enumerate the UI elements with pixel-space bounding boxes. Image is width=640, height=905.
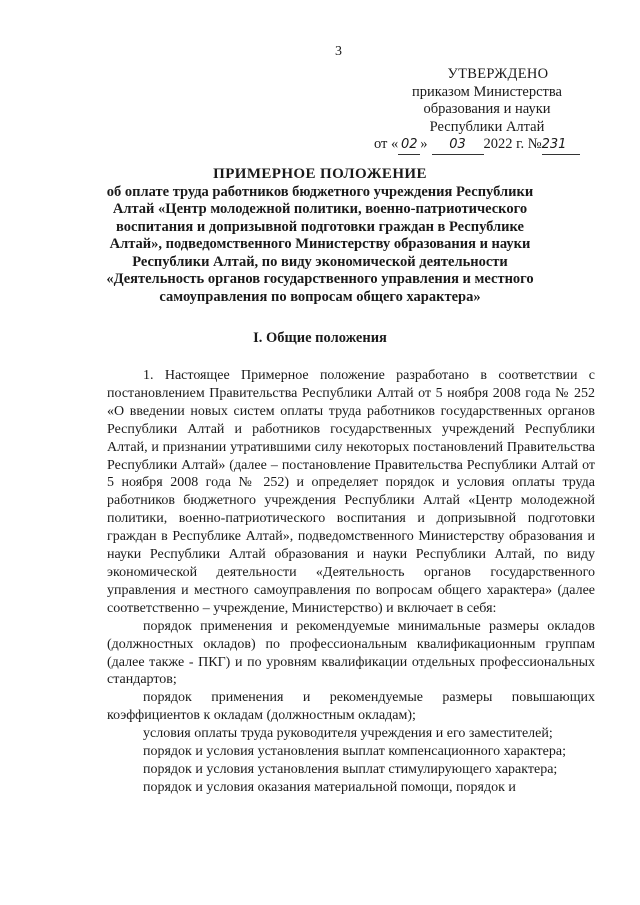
document-title — [90, 166, 550, 306]
paragraph: условия оплаты труда руководителя учреждения и его заместителей; — [143, 726, 553, 742]
approval-block — [372, 66, 602, 155]
approval-line-1: приказом Министерства — [412, 83, 562, 100]
paragraph: порядок применения и рекомендуемые минимальные размеры окладов (должностных окладов) по профессиональным квалификационным группам (далее также - ПКГ) и по уровням квалификации отдельных профессиональных стандартов; — [107, 618, 595, 688]
approval-line-3: Республики Алтай — [429, 118, 545, 135]
paragraph: порядок и условия установления выплат стимулирующего характера; — [143, 761, 558, 777]
approval-date-line — [372, 136, 602, 155]
title-main: ПРИМЕРНОЕ ПОЛОЖЕНИЕ — [213, 166, 427, 182]
approval-line-2: образования и науки — [423, 101, 551, 117]
date-mid: » — [420, 136, 428, 152]
paragraph: 1. Настоящее Примерное положение разработано в соответствии с постановлением Правительства Республики Алтай от 5 ноября 2008 года № 252 «О введении новых систем оплаты труда работников государственных органов Республики Алтай и работников государственных учреждений Республики Алтай, и признании утратившими силу некоторых постановлений Правительства Республики Алтай» (далее – постановление Правительства Республики Алтай от 5 ноября 2008 года № 252) и определяет порядок и условия оплаты труда работников бюджетного учреждения Республики Алтай «Центр молодежной политики, военно-патриотического воспитания и допризывной подготовки граждан в Республике Алтай», подведомственного Министерству образования и науки Республики Алтай образования и науки Республики Алтай, по виду экономической деятельности «Деятельность органов государственного управления и местного самоуправления по вопросам общего характера» (далее соответственно – учреждение, Министерство) и включает в себя: — [107, 368, 595, 616]
approval-heading: УТВЕРЖДЕНО — [447, 66, 549, 82]
body-text — [107, 367, 595, 797]
page-number: 3 — [335, 44, 342, 59]
paragraph: порядок и условия установления выплат компенсационного характера; — [143, 744, 566, 760]
date-prefix: от « — [374, 136, 399, 152]
paragraph: порядок и условия оказания материальной помощи, порядок и — [143, 779, 516, 795]
paragraph: порядок применения и рекомендуемые размеры повышающих коэффициентов к окладам (должностным окладам); — [107, 690, 595, 724]
date-year: 2022 г. № — [483, 136, 542, 152]
section-title: I. Общие положения — [253, 330, 387, 346]
handwritten-order-number: 231 — [542, 136, 580, 155]
title-subtitle: об оплате труда работников бюджетного учреждения Республики Алтай «Центр молодежной политики, военно-патриотического воспитания и допризывной подготовки граждан в Республике Алтай», подведомственного Министерству образования и науки Республики Алтай, по виду экономической деятельности «Деятельность органов государственного управления и местного самоуправления по вопросам общего характера» — [106, 183, 534, 305]
handwritten-day: 02 — [398, 136, 420, 155]
handwritten-month: 03 — [432, 136, 484, 155]
